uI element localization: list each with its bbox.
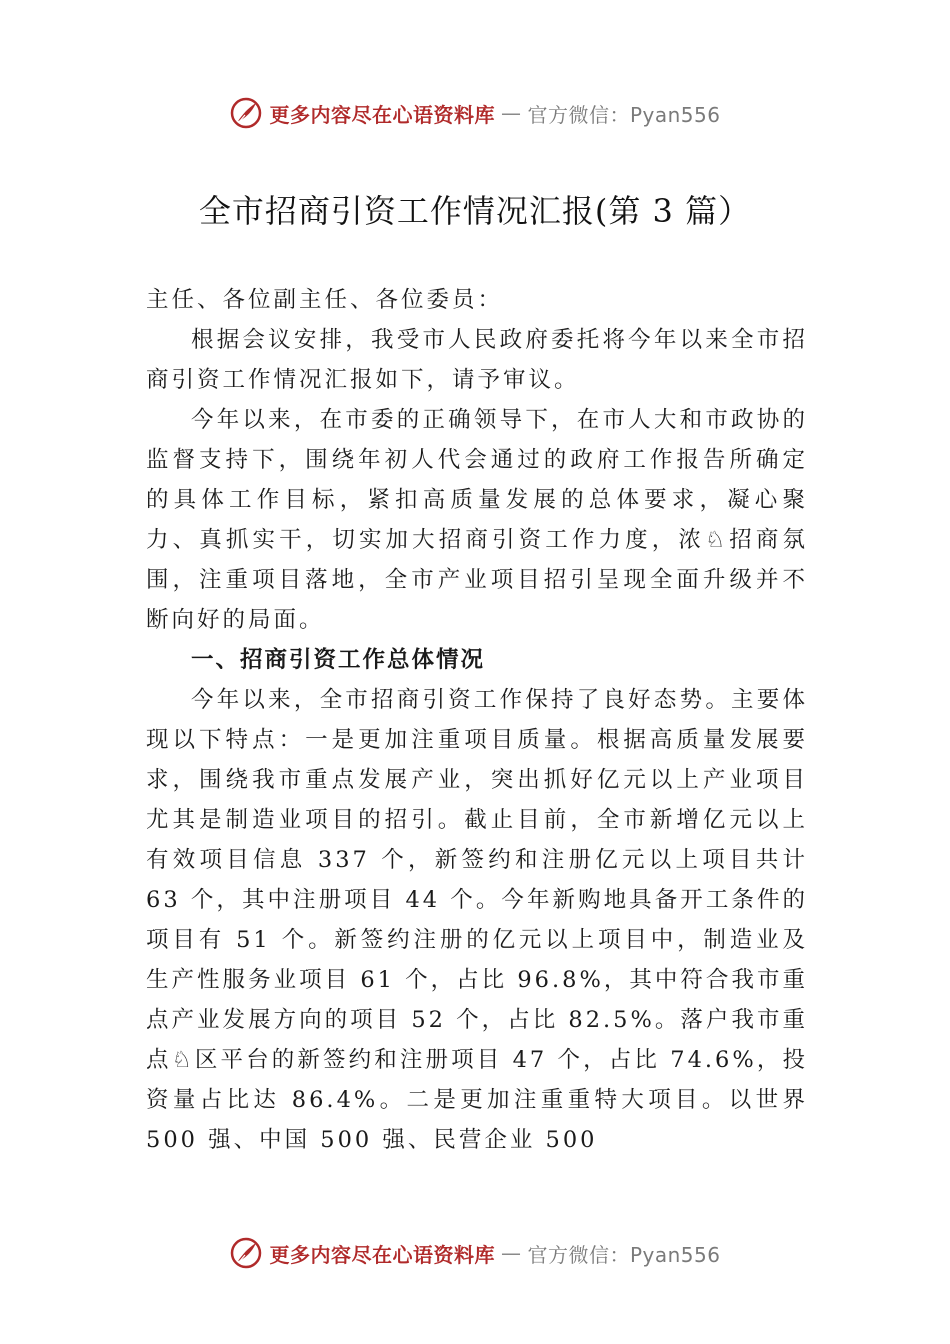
quill-logo-icon — [229, 1236, 263, 1270]
document-title: 全市招商引资工作情况汇报(第 3 篇） — [198, 192, 752, 230]
watermark-contact: 官方微信：Pyan556 — [527, 102, 721, 127]
salutation: 主任、各位副主任、各位委员： — [146, 287, 504, 313]
section-heading: 一、招商引资工作总体情况 — [191, 647, 486, 673]
header-watermark — [0, 96, 950, 130]
quill-logo-icon — [229, 96, 263, 130]
watermark-contact: 官方微信：Pyan556 — [527, 1242, 721, 1267]
watermark-separator: — — [500, 101, 522, 125]
watermark-separator: — — [500, 1241, 522, 1265]
document-body — [146, 280, 808, 1160]
intro-paragraph: 根据会议安排，我受市人民政府委托将今年以来全市招商引资工作情况汇报如下，请予审议。 — [146, 327, 808, 393]
watermark-brand: 更多内容尽在心语资料库 — [269, 1242, 495, 1267]
section-paragraph: 今年以来，全市招商引资工作保持了良好态势。主要体现以下特点：一是更加注重项目质量。根据高质量发展要求，围绕我市重点发展产业，突出抓好亿元以上产业项目尤其是制造业项目的招引。截止目前，全市新增亿元以上有效项目信息 337 个，新签约和注册亿元以上项目共计 63 个，其中注册项目 44 个。今年新购地具备开工条件的项目有 51 个。新签约注册的亿元以上项目中，制造业及生产性服务业项目 61 个，占比 96.8%，其中符合我市重点产业发展方向的项目 52 个，占比 82.5%。落户我市重点♘区平台的新签约和注册项目 47 个，占比 74.6%，投资量占比达 86.4%。二是更加注重重特大项目。以世界 500 强、中国 500 强、民营企业 500 — [146, 687, 808, 1153]
watermark-brand: 更多内容尽在心语资料库 — [269, 102, 495, 127]
footer-watermark — [0, 1236, 950, 1270]
overview-paragraph: 今年以来，在市委的正确领导下，在市人大和市政协的监督支持下，围绕年初人代会通过的政府工作报告所确定的具体工作目标，紧扣高质量发展的总体要求，凝心聚力、真抓实干，切实加大招商引资工作力度，浓♘招商氛围，注重项目落地，全市产业项目招引呈现全面升级并不断向好的局面。 — [146, 407, 808, 633]
